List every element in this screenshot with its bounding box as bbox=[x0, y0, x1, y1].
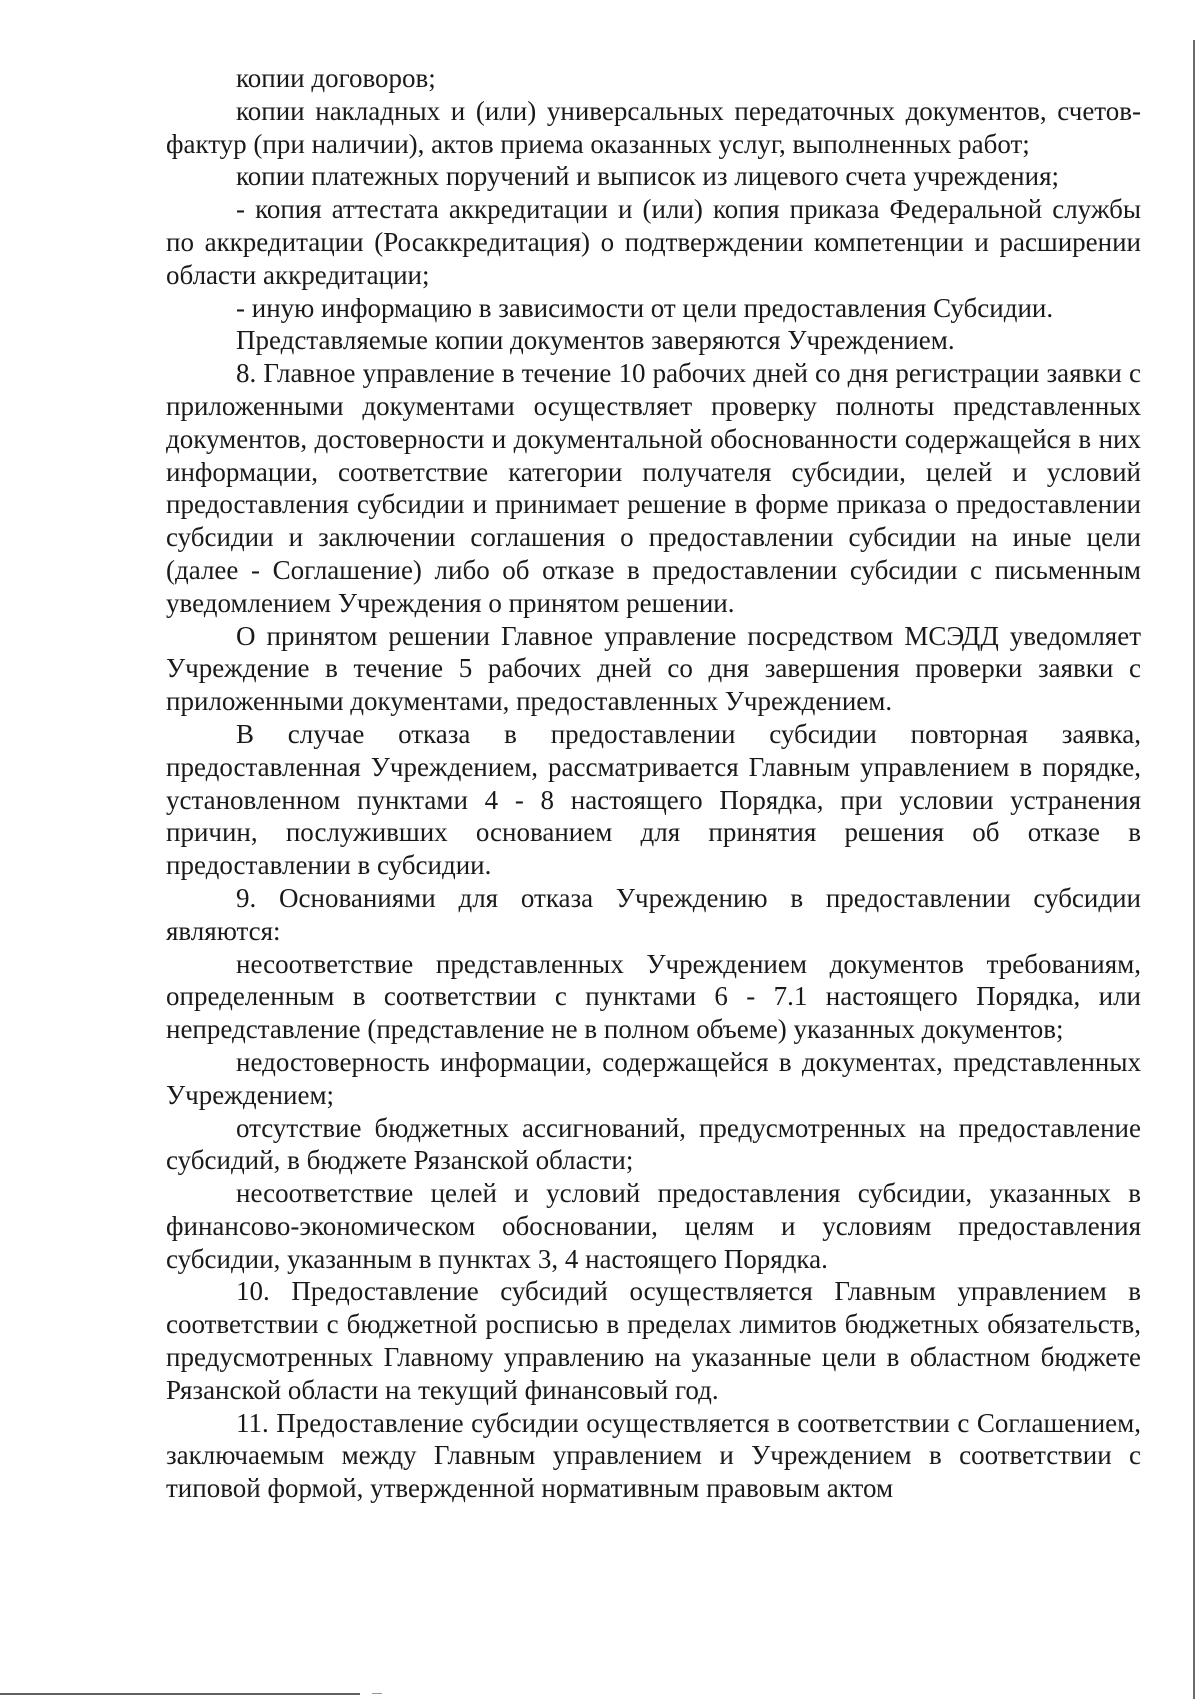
paragraph-other-information: - иную информацию в зависимости от цели предоставления Субсидии. bbox=[236, 292, 1054, 323]
paragraph-copies-payment-orders: копии платежных поручений и выписок из лицевого счета учреждения; bbox=[236, 161, 1059, 192]
paragraph-copies-invoices: копии накладных и (или) универсальных передаточных документов, счетов-фактур (при наличии), актов приема оказанных услуг, выполненных работ; bbox=[166, 95, 1141, 159]
scan-edge-right bbox=[1193, 40, 1195, 1699]
paragraph-item-10: 10. Предоставление субсидий осуществляется Главным управлением в соответствии с бюджетной росписью в пределах лимитов бюджетных обязательств, предусмотренных Главному управлению на указанные цели в областном бюджете Рязанской области на текущий финансовый год. bbox=[166, 1276, 1141, 1405]
paragraph-item-8: 8. Главное управление в течение 10 рабочих дней со дня регистрации заявки с приложенными документами осуществляет проверку полноты представленных документов, достоверности и документальной обоснованности содержащейся в них информации, соответствие категории получателя субсидии, целей и условий предоставления субсидии и принимает решение в форме приказа о предоставлении субсидии и заключении соглашения о предоставлении субсидии на иные цели (далее - Соглашение) либо об отказе в предоставлении субсидии с письменным уведомлением Учреждения о принятом решении. bbox=[166, 358, 1141, 618]
paragraph-item-9: 9. Основаниями для отказа Учреждению в предоставлении субсидии являются: bbox=[166, 882, 1141, 946]
paragraph-copies-certified: Представляемые копии документов заверяются Учреждением. bbox=[236, 325, 955, 356]
document-body bbox=[166, 62, 1141, 1505]
paragraph-accreditation-certificate: - копия аттестата аккредитации и (или) копия приказа Федеральной службы по аккредитации (Росаккредитация) о подтверждении компетенции и расширении области аккредитации; bbox=[166, 194, 1141, 290]
paragraph-refusal-mismatch: несоответствие представленных Учреждением документов требованиям, определенным в соответствии с пунктами 6 - 7.1 настоящего Порядка, или непредставление (представление не в полном объеме) указанных документов; bbox=[166, 948, 1141, 1045]
paragraph-copies-contracts: копии договоров; bbox=[236, 63, 436, 93]
paragraph-decision-notice: О принятом решении Главное управление посредством МСЭДД уведомляет Учреждение в течение 5 рабочих дней со дня завершения проверки заявки с приложенными документами, предоставленных Учреждением. bbox=[166, 620, 1141, 717]
paragraph-refusal-no-budget: отсутствие бюджетных ассигнований, предусмотренных на предоставление субсидий, в бюджете Рязанской области; bbox=[166, 1112, 1141, 1176]
paragraph-refusal-goals: несоответствие целей и условий предоставления субсидии, указанных в финансово-экономическом обосновании, целям и условиям предоставления субсидии, указанным в пунктах 3, 4 настоящего Порядка. bbox=[166, 1178, 1141, 1274]
scan-edge-bottom bbox=[0, 1693, 360, 1695]
paragraph-item-11: 11. Предоставление субсидии осуществляется в соответствии с Соглашением, заключаемым между Главным управлением и Учреждением в соответствии с типовой формой, утвержденной нормативным правовым актом bbox=[166, 1407, 1141, 1504]
paragraph-repeat-application: В случае отказа в предоставлении субсидии повторная заявка, предоставленная Учреждением, рассматривается Главным управлением в порядке, установленном пунктами 4 - 8 настоящего Порядка, при условии устранения причин, послуживших основанием для принятия решения об отказе в предоставлении в субсидии. bbox=[166, 718, 1141, 881]
scan-edge-bottom-fragment bbox=[372, 1693, 382, 1694]
paragraph-refusal-unreliable: недостоверность информации, содержащейся в документах, представленных Учреждением; bbox=[166, 1046, 1141, 1110]
